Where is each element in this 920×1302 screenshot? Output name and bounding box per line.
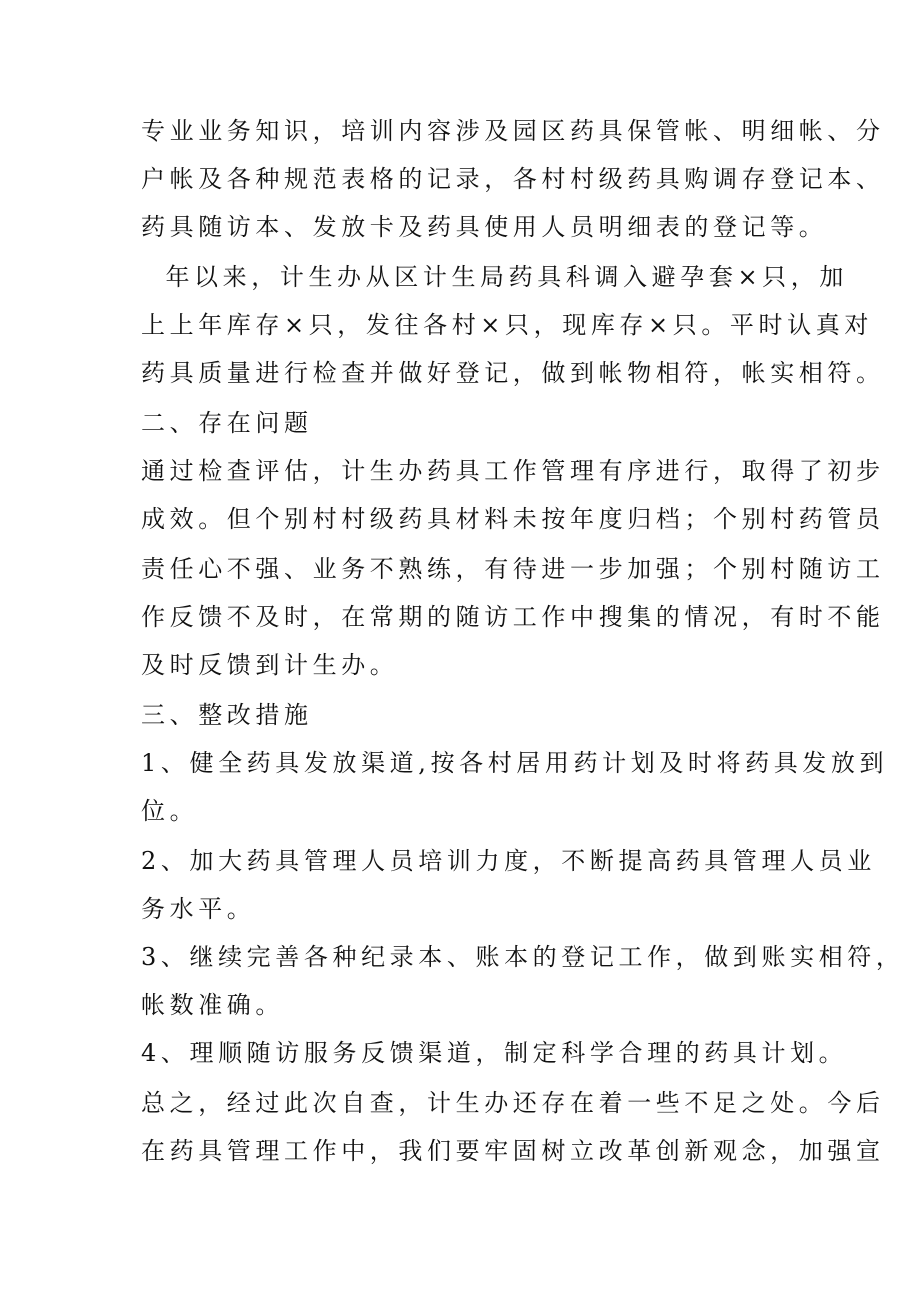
paragraph-line: 药具随访本、发放卡及药具使用人员明细表的登记等。 — [141, 213, 828, 241]
section-heading: 二、存在问题 — [141, 409, 313, 437]
paragraph-line: 成效。但个别村村级药具材料未按年度归档；个别村药管员 — [141, 505, 885, 533]
paragraph-line: 户帐及各种规范表格的记录，各村村级药具购调存登记本、 — [141, 165, 885, 193]
paragraph-line: 责任心不强、业务不熟练，有待进一步加强；个别村随访工 — [141, 555, 885, 583]
list-item-continuation: 帐数准确。 — [141, 991, 284, 1019]
paragraph-line: 上上年库存×只，发往各村×只，现库存×只。平时认真对 — [141, 311, 873, 339]
paragraph-line: 在药具管理工作中，我们要牢固树立改革创新观念，加强宣 — [141, 1137, 885, 1165]
list-item: 2、加大药具管理人员培训力度，不断提高药具管理人员业 — [141, 847, 876, 875]
paragraph-line: 通过检查评估，计生办药具工作管理有序进行，取得了初步 — [141, 457, 885, 485]
paragraph-line: 药具质量进行检查并做好登记，做到帐物相符，帐实相符。 — [141, 359, 885, 387]
list-item: 4、理顺随访服务反馈渠道，制定科学合理的药具计划。 — [141, 1039, 848, 1067]
list-item-continuation: 位。 — [141, 797, 199, 825]
paragraph-line: 作反馈不及时，在常期的随访工作中搜集的情况，有时不能 — [141, 603, 885, 631]
paragraph-line: 年以来，计生办从区计生局药具科调入避孕套×只，加 — [141, 263, 848, 291]
paragraph-line: 专业业务知识，培训内容涉及园区药具保管帐、明细帐、分 — [141, 117, 885, 145]
section-heading: 三、整改措施 — [141, 701, 313, 729]
paragraph-line: 总之，经过此次自查，计生办还存在着一些不足之处。今后 — [141, 1089, 885, 1117]
list-item: 3、继续完善各种纪录本、账本的登记工作，做到账实相符， — [141, 943, 905, 971]
list-item: 1、健全药具发放渠道,按各村居用药计划及时将药具发放到 — [141, 749, 889, 777]
list-item-continuation: 务水平。 — [141, 895, 256, 923]
paragraph-line: 及时反馈到计生办。 — [141, 651, 399, 679]
